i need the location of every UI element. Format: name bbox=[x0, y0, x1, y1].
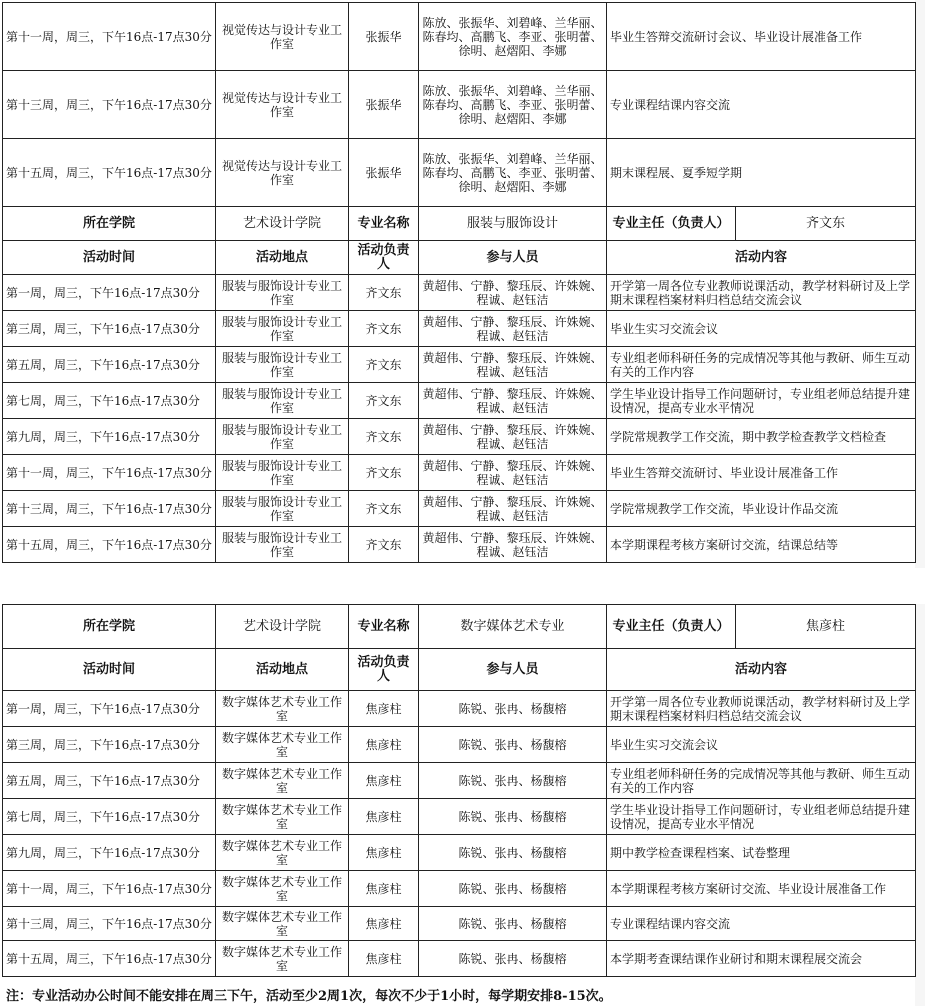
major-value: 数字媒体艺术专业 bbox=[419, 605, 607, 649]
activity-location: 视觉传达与设计专业工作室 bbox=[216, 71, 349, 139]
activity-lead: 焦彦柱 bbox=[349, 763, 419, 799]
major-label: 专业名称 bbox=[349, 605, 419, 649]
activity-members: 黄超伟、宁静、黎珏辰、许姝婉、程诚、赵钰洁 bbox=[419, 275, 607, 311]
director-label: 专业主任（负责人） bbox=[607, 605, 736, 649]
table-row bbox=[3, 383, 916, 419]
activity-location: 服装与服饰设计专业工作室 bbox=[216, 527, 349, 563]
column-header-lead: 活动负责人 bbox=[349, 241, 419, 275]
activity-members: 陈锐、张冉、杨馥榕 bbox=[419, 799, 607, 835]
table-row bbox=[3, 139, 916, 207]
activity-content: 毕业生实习交流会议 bbox=[607, 727, 916, 763]
column-header-row bbox=[3, 241, 916, 275]
activity-location: 数字媒体艺术专业工作室 bbox=[216, 871, 349, 907]
activity-lead: 张振华 bbox=[349, 3, 419, 71]
director-label: 专业主任（负责人） bbox=[607, 207, 736, 241]
activity-lead: 齐文东 bbox=[349, 419, 419, 455]
director-value: 焦彦柱 bbox=[736, 605, 916, 649]
activity-members: 陈锐、张冉、杨馥榕 bbox=[419, 871, 607, 907]
director-value: 齐文东 bbox=[736, 207, 916, 241]
table-header bbox=[3, 207, 916, 275]
activity-lead: 齐文东 bbox=[349, 527, 419, 563]
activity-location: 数字媒体艺术专业工作室 bbox=[216, 763, 349, 799]
column-header-time: 活动时间 bbox=[3, 241, 216, 275]
college-label: 所在学院 bbox=[3, 207, 216, 241]
table-header bbox=[3, 605, 916, 691]
table-row bbox=[3, 691, 916, 727]
activity-time: 第一周，周三，下午16点-17点30分 bbox=[3, 691, 216, 727]
column-header-content: 活动内容 bbox=[607, 241, 916, 275]
activity-content: 专业组老师科研任务的完成情况等其他与教研、师生互动有关的工作内容 bbox=[607, 347, 916, 383]
column-header-time: 活动时间 bbox=[3, 649, 216, 691]
activity-location: 数字媒体艺术专业工作室 bbox=[216, 907, 349, 941]
table-row bbox=[3, 275, 916, 311]
activity-lead: 齐文东 bbox=[349, 383, 419, 419]
activity-table-digital-media bbox=[2, 604, 916, 977]
activity-members: 陈放、张振华、刘碧峰、兰华丽、陈春均、高鹏飞、李亚、张明蕾、徐明、赵熠阳、李娜 bbox=[419, 139, 607, 207]
activity-time: 第七周，周三，下午16点-17点30分 bbox=[3, 799, 216, 835]
college-value: 艺术设计学院 bbox=[216, 207, 349, 241]
column-header-location: 活动地点 bbox=[216, 649, 349, 691]
activity-members: 陈锐、张冉、杨馥榕 bbox=[419, 907, 607, 941]
table-row bbox=[3, 419, 916, 455]
table-row bbox=[3, 311, 916, 347]
activity-time: 第十五周，周三，下午16点-17点30分 bbox=[3, 941, 216, 977]
table-row bbox=[3, 71, 916, 139]
activity-content: 本学期课程考核方案研讨交流、毕业设计展准备工作 bbox=[607, 871, 916, 907]
activity-time: 第九周，周三，下午16点-17点30分 bbox=[3, 835, 216, 871]
activity-members: 陈锐、张冉、杨馥榕 bbox=[419, 941, 607, 977]
activity-members: 陈放、张振华、刘碧峰、兰华丽、陈春均、高鹏飞、李亚、张明蕾、徐明、赵熠阳、李娜 bbox=[419, 3, 607, 71]
table-row bbox=[3, 941, 916, 977]
college-label: 所在学院 bbox=[3, 605, 216, 649]
activity-location: 服装与服饰设计专业工作室 bbox=[216, 419, 349, 455]
column-header-location: 活动地点 bbox=[216, 241, 349, 275]
activity-members: 陈放、张振华、刘碧峰、兰华丽、陈春均、高鹏飞、李亚、张明蕾、徐明、赵熠阳、李娜 bbox=[419, 71, 607, 139]
footnote: 注：专业活动办公时间不能安排在周三下午，活动至少2周1次，每次不少于1小时，每学期安排8-15次。 bbox=[6, 989, 612, 1004]
table-row bbox=[3, 347, 916, 383]
activity-location: 数字媒体艺术专业工作室 bbox=[216, 799, 349, 835]
column-header-members: 参与人员 bbox=[419, 649, 607, 691]
activity-time: 第七周，周三，下午16点-17点30分 bbox=[3, 383, 216, 419]
activity-location: 视觉传达与设计专业工作室 bbox=[216, 3, 349, 71]
activity-content: 专业课程结课内容交流 bbox=[607, 71, 916, 139]
activity-lead: 张振华 bbox=[349, 139, 419, 207]
activity-time: 第五周，周三，下午16点-17点30分 bbox=[3, 763, 216, 799]
sheet-right-edge bbox=[915, 0, 925, 1006]
activity-content: 期中教学检查课程档案、试卷整理 bbox=[607, 835, 916, 871]
activity-members: 陈锐、张冉、杨馥榕 bbox=[419, 691, 607, 727]
table-row bbox=[3, 871, 916, 907]
activity-lead: 张振华 bbox=[349, 71, 419, 139]
activity-members: 黄超伟、宁静、黎珏辰、许姝婉、程诚、赵钰洁 bbox=[419, 311, 607, 347]
page-gap bbox=[0, 568, 925, 604]
activity-time: 第九周，周三，下午16点-17点30分 bbox=[3, 419, 216, 455]
activity-content: 本学期课程考核方案研讨交流，结课总结等 bbox=[607, 527, 916, 563]
activity-location: 服装与服饰设计专业工作室 bbox=[216, 491, 349, 527]
column-header-members: 参与人员 bbox=[419, 241, 607, 275]
activity-time: 第十一周，周三，下午16点-17点30分 bbox=[3, 871, 216, 907]
major-label: 专业名称 bbox=[349, 207, 419, 241]
activity-content: 毕业生答辩交流研讨、毕业设计展准备工作 bbox=[607, 455, 916, 491]
activity-time: 第十一周，周三，下午16点-17点30分 bbox=[3, 455, 216, 491]
column-header-row bbox=[3, 649, 916, 691]
college-row bbox=[3, 207, 916, 241]
table-row bbox=[3, 727, 916, 763]
activity-time: 第十三周，周三，下午16点-17点30分 bbox=[3, 71, 216, 139]
activity-content: 学生毕业设计指导工作问题研讨，专业组老师总结提升建设情况，提高专业水平情况 bbox=[607, 799, 916, 835]
table-body bbox=[3, 691, 916, 977]
activity-content: 学院常规教学工作交流，期中教学检查教学文档检查 bbox=[607, 419, 916, 455]
college-value: 艺术设计学院 bbox=[216, 605, 349, 649]
activity-members: 黄超伟、宁静、黎珏辰、许姝婉、程诚、赵钰洁 bbox=[419, 419, 607, 455]
table-row bbox=[3, 799, 916, 835]
table-row bbox=[3, 527, 916, 563]
activity-lead: 焦彦柱 bbox=[349, 907, 419, 941]
activity-lead: 齐文东 bbox=[349, 491, 419, 527]
activity-members: 黄超伟、宁静、黎珏辰、许姝婉、程诚、赵钰洁 bbox=[419, 491, 607, 527]
college-row bbox=[3, 605, 916, 649]
table-row bbox=[3, 3, 916, 71]
activity-time: 第十五周，周三，下午16点-17点30分 bbox=[3, 139, 216, 207]
activity-members: 黄超伟、宁静、黎珏辰、许姝婉、程诚、赵钰洁 bbox=[419, 383, 607, 419]
table-row bbox=[3, 455, 916, 491]
activity-location: 视觉传达与设计专业工作室 bbox=[216, 139, 349, 207]
activity-content: 专业组老师科研任务的完成情况等其他与教研、师生互动有关的工作内容 bbox=[607, 763, 916, 799]
activity-lead: 焦彦柱 bbox=[349, 727, 419, 763]
activity-time: 第十五周，周三，下午16点-17点30分 bbox=[3, 527, 216, 563]
activity-time: 第五周，周三，下午16点-17点30分 bbox=[3, 347, 216, 383]
table-row bbox=[3, 491, 916, 527]
activity-members: 黄超伟、宁静、黎珏辰、许姝婉、程诚、赵钰洁 bbox=[419, 455, 607, 491]
activity-members: 陈锐、张冉、杨馥榕 bbox=[419, 727, 607, 763]
activity-location: 服装与服饰设计专业工作室 bbox=[216, 347, 349, 383]
column-header-lead: 活动负责人 bbox=[349, 649, 419, 691]
activity-location: 数字媒体艺术专业工作室 bbox=[216, 727, 349, 763]
activity-lead: 齐文东 bbox=[349, 275, 419, 311]
activity-lead: 焦彦柱 bbox=[349, 871, 419, 907]
activity-location: 服装与服饰设计专业工作室 bbox=[216, 311, 349, 347]
activity-members: 黄超伟、宁静、黎珏辰、许姝婉、程诚、赵钰洁 bbox=[419, 347, 607, 383]
table-row bbox=[3, 835, 916, 871]
activity-lead: 焦彦柱 bbox=[349, 691, 419, 727]
column-header-content: 活动内容 bbox=[607, 649, 916, 691]
activity-content: 毕业生答辩交流研讨会议、毕业设计展准备工作 bbox=[607, 3, 916, 71]
activity-lead: 齐文东 bbox=[349, 311, 419, 347]
activity-lead: 焦彦柱 bbox=[349, 941, 419, 977]
activity-time: 第十三周，周三，下午16点-17点30分 bbox=[3, 491, 216, 527]
activity-content: 本学期考查课结课作业研讨和期末课程展交流会 bbox=[607, 941, 916, 977]
activity-time: 第十一周，周三，下午16点-17点30分 bbox=[3, 3, 216, 71]
activity-members: 陈锐、张冉、杨馥榕 bbox=[419, 835, 607, 871]
activity-time: 第三周，周三，下午16点-17点30分 bbox=[3, 311, 216, 347]
activity-content: 开学第一周各位专业教师说课活动，教学材料研讨及上学期末课程档案材料归档总结交流会议 bbox=[607, 275, 916, 311]
activity-lead: 焦彦柱 bbox=[349, 835, 419, 871]
table-row bbox=[3, 907, 916, 941]
activity-time: 第三周，周三，下午16点-17点30分 bbox=[3, 727, 216, 763]
activity-content: 专业课程结课内容交流 bbox=[607, 907, 916, 941]
continued-rows bbox=[3, 3, 916, 207]
activity-location: 数字媒体艺术专业工作室 bbox=[216, 941, 349, 977]
activity-location: 服装与服饰设计专业工作室 bbox=[216, 275, 349, 311]
activity-location: 数字媒体艺术专业工作室 bbox=[216, 691, 349, 727]
activity-lead: 齐文东 bbox=[349, 455, 419, 491]
activity-location: 服装与服饰设计专业工作室 bbox=[216, 455, 349, 491]
activity-content: 学院常规教学工作交流，毕业设计作品交流 bbox=[607, 491, 916, 527]
table-body bbox=[3, 275, 916, 563]
activity-table-clothing bbox=[2, 2, 916, 563]
activity-lead: 齐文东 bbox=[349, 347, 419, 383]
activity-time: 第一周，周三，下午16点-17点30分 bbox=[3, 275, 216, 311]
table-row bbox=[3, 763, 916, 799]
activity-location: 服装与服饰设计专业工作室 bbox=[216, 383, 349, 419]
activity-members: 黄超伟、宁静、黎珏辰、许姝婉、程诚、赵钰洁 bbox=[419, 527, 607, 563]
major-value: 服装与服饰设计 bbox=[419, 207, 607, 241]
activity-content: 毕业生实习交流会议 bbox=[607, 311, 916, 347]
activity-content: 学生毕业设计指导工作问题研讨，专业组老师总结提升建设情况，提高专业水平情况 bbox=[607, 383, 916, 419]
activity-content: 开学第一周各位专业教师说课活动，教学材料研讨及上学期末课程档案材料归档总结交流会议 bbox=[607, 691, 916, 727]
activity-members: 陈锐、张冉、杨馥榕 bbox=[419, 763, 607, 799]
activity-content: 期末课程展、夏季短学期 bbox=[607, 139, 916, 207]
activity-time: 第十三周，周三，下午16点-17点30分 bbox=[3, 907, 216, 941]
activity-lead: 焦彦柱 bbox=[349, 799, 419, 835]
activity-location: 数字媒体艺术专业工作室 bbox=[216, 835, 349, 871]
